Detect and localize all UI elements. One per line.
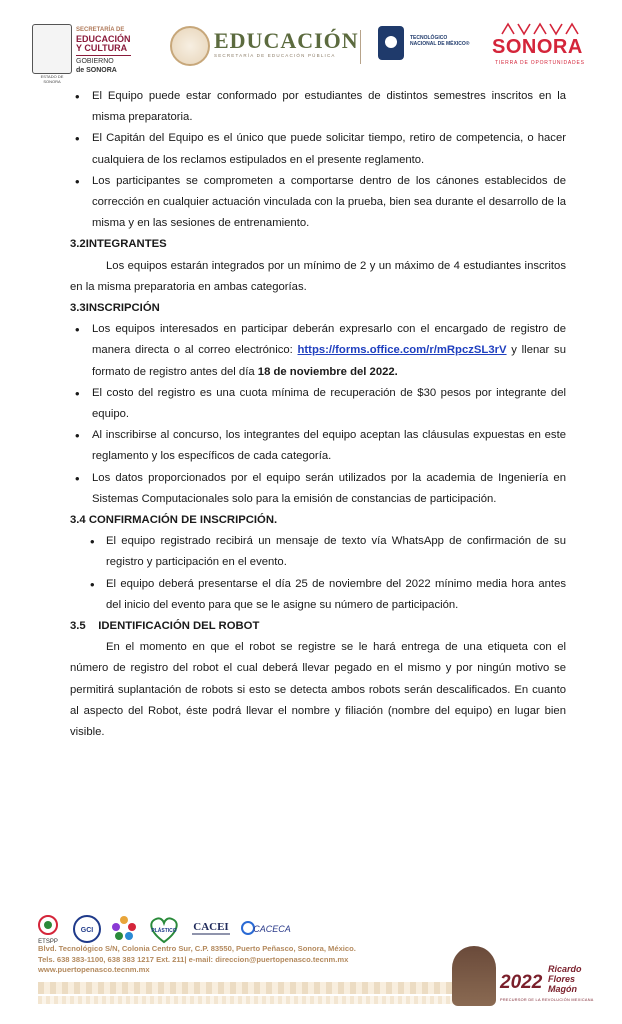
sec-logo-line3: Y CULTURA <box>76 43 128 53</box>
magon-name <box>548 964 582 994</box>
list-item: • El costo del registro es una cuota mínima de recuperación de $30 pesos por integrante del equipo. <box>70 383 566 425</box>
sep-educacion-logo <box>170 26 370 76</box>
educacion-subtitle: SECRETARÍA DE EDUCACIÓN PÚBLICA <box>214 53 336 58</box>
mexico-seal-icon <box>170 26 210 66</box>
section-heading-integrantes: 3.2INTEGRANTES <box>70 238 167 251</box>
paragraph-integrantes: Los equipos estarán integrados por un mínimo de 2 y un máximo de 4 estudiantes inscritos en la misma preparatoria en ambas categorías. <box>70 259 566 293</box>
magon-portrait-icon <box>452 946 496 1006</box>
flores-magon-emblem <box>444 942 604 1022</box>
tecnm-line2: NACIONAL DE MÉXICO® <box>410 41 470 47</box>
top-bullet-list <box>70 86 566 234</box>
paragraph-identificacion: En el momento en que el robot se registre se le hará entrega de una etiqueta con el número de registro del robot el cual deberá llevar pegado en el mismo y por ningún motivo se permitirá suplantación de robots si esto se detecta ambos robots serán descalificados. En cuanto al aspecto del Robot, éste podrá llevar el nombre y filiación (nombre del equipo) en lugar bien visible. <box>70 641 566 739</box>
cacei-icon <box>188 914 234 944</box>
sec-sonora-logo <box>32 24 137 84</box>
footer-phones: Tels. 638 383-1100, 638 383 1217 Ext. 211| e-mail: direccion@puertopenasco.tecnm.mx <box>38 954 349 964</box>
inscripcion-bullet-list <box>70 319 566 510</box>
cacei-logo <box>188 914 234 946</box>
sec-logo-line2: EDUCACIÓN <box>76 34 131 44</box>
inscripcion-text-part1: Los equipos interesados en participar deberán expresarlo con el encargado de registro de manera directa o al correo electrónico: <box>92 323 566 357</box>
gci-logo <box>72 914 102 946</box>
caceca-icon <box>240 914 292 944</box>
flower-logo <box>110 914 138 946</box>
header-divider <box>360 30 361 64</box>
sec-logo-line5: de SONORA <box>76 67 117 74</box>
list-item: • El Capitán del Equipo es el único que puede solicitar tiempo, retiro de competencia, o hacer cualquiera de los reclamos estipulados en el presente reglamento. <box>70 128 566 170</box>
list-item <box>70 319 566 383</box>
footer-website: www.puertopenasco.tecnm.mx <box>38 965 150 974</box>
magon-name-line1: Ricardo <box>548 964 582 974</box>
list-item: • El Equipo puede estar conformado por estudiantes de distintos semestres inscritos en la misma preparatoria. <box>70 86 566 128</box>
gci-icon <box>72 914 102 944</box>
sec-logo-line1: SECRETARÍA DE <box>76 27 125 33</box>
flower-icon <box>110 914 138 944</box>
confirmacion-bullet-list <box>70 531 566 616</box>
section-heading-inscripcion: 3.3INSCRIPCIÓN <box>70 302 160 315</box>
tecnm-logo <box>378 26 478 66</box>
registration-form-link[interactable]: https://forms.office.com/r/mRpczSL3rV <box>297 344 507 357</box>
gci-label: GCI <box>80 927 94 934</box>
sonora-name: SONORA <box>492 36 583 58</box>
footer-decorative-band <box>38 982 458 994</box>
list-item: • El equipo registrado recibirá un mensaje de texto vía WhatsApp de confirmación de su registro y participación en el evento. <box>70 531 566 573</box>
sonora-logo <box>492 22 602 78</box>
footer-address: Blvd. Tecnológico S/N, Colonia Centro Sur, C.P. 83550, Puerto Peñasco, Sonora, México. <box>38 944 356 953</box>
caceca-label: CACECA <box>253 924 291 934</box>
footer-contact <box>38 944 356 976</box>
sonora-shield-icon <box>32 24 72 74</box>
section-heading-confirmacion: 3.4 CONFIRMACIÓN DE INSCRIPCIÓN. <box>70 514 278 527</box>
page-header <box>0 14 622 84</box>
sec-logo-line4: GOBIERNO <box>76 55 131 66</box>
educacion-title: EDUCACIÓN <box>214 28 359 53</box>
etspp-label: ETSPP <box>38 939 58 945</box>
document-body <box>70 86 566 743</box>
etspp-logo <box>34 914 62 946</box>
magon-name-line2: Flores <box>548 974 576 984</box>
magon-name-line3: Magón <box>548 984 577 994</box>
plastico-label: PLÁSTICO <box>151 928 177 934</box>
magon-year: 2022 <box>500 972 543 993</box>
list-item: • Los datos proporcionados por el equipo serán utilizados por la academia de Ingeniería en Sistemas Computacionales solo para la emisión de constancias de participación. <box>70 468 566 510</box>
shield-caption: ESTADO DE SONORA <box>40 74 64 84</box>
plastico-logo <box>146 914 182 946</box>
inscripcion-text-part2: y llenar su formato de registro antes del día <box>92 344 566 378</box>
section-heading-identificacion: 3.5 IDENTIFICACIÓN DEL ROBOT <box>70 620 260 633</box>
footer-decorative-band-lower <box>38 996 458 1004</box>
tecnm-line1: TECNOLÓGICO <box>410 35 448 41</box>
cacei-label: CACEI <box>193 921 229 933</box>
list-item: • Al inscribirse al concurso, los integrantes del equipo aceptan las cláusulas expuestas en este reglamento y los específicos de cada categoría. <box>70 425 566 467</box>
heart-icon <box>146 914 182 946</box>
list-item: • El equipo deberá presentarse el día 25 de noviembre del 2022 mínimo media hora antes del inicio del evento para que se le asigne su número de participación. <box>70 574 566 616</box>
page-footer <box>0 906 622 1024</box>
sonora-tagline: TIERRA DE OPORTUNIDADES <box>495 60 585 66</box>
caceca-logo <box>240 914 292 946</box>
etspp-icon <box>34 914 62 946</box>
magon-subtitle: PRECURSOR DE LA REVOLUCIÓN MEXICANA <box>500 998 594 1002</box>
tecnm-gear-icon <box>378 26 404 60</box>
registration-deadline: 18 de noviembre del 2022. <box>257 365 398 378</box>
sonora-pattern-icon <box>500 22 586 36</box>
list-item: • Los participantes se comprometen a comportarse dentro de los cánones establecidos de corrección en cualquier actuación vinculada con la prueba, bien sea durante el desarrollo de la misma y en las sesiones de entrenamiento. <box>70 171 566 235</box>
